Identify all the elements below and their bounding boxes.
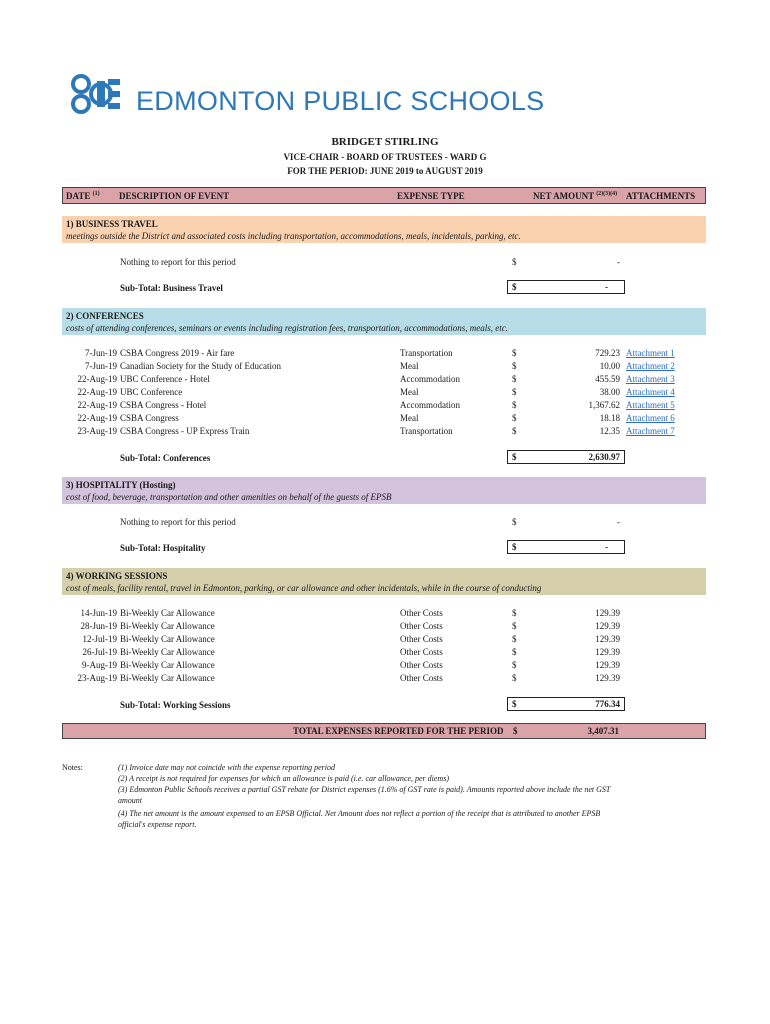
section-working-sessions — [62, 568, 706, 595]
note-line: (3) Edmonton Public Schools receives a partial GST rebate for District expenses (1.6% of GST rate is paid). Amounts reported above include the net GST — [118, 785, 611, 794]
cell-amt: 18.18 — [599, 413, 620, 423]
cell-amt: 10.00 — [599, 361, 620, 371]
table-header — [62, 187, 706, 204]
cell-type: Other Costs — [400, 608, 443, 618]
cell-date: 22-Aug-19 — [77, 374, 117, 384]
header-net-amount: NET AMOUNT $^{(2)(3)(4)}$ — [533, 191, 618, 201]
subtotal-label: Sub-Total: Business Travel — [120, 283, 223, 293]
note-line: official's expense report. — [118, 820, 197, 829]
cell-desc: CSBA Congress - Hotel — [120, 400, 207, 410]
cell-date: 7-Jun-19 — [85, 348, 117, 358]
section-title: 1) BUSINESS TRAVEL — [66, 219, 158, 229]
cell-type: Meal — [400, 387, 419, 397]
section-description: cost of food, beverage, transportation and other amenities on behalf of the guests of EPSB — [66, 492, 392, 502]
table-row — [62, 621, 706, 634]
table-row — [62, 413, 706, 426]
epsb-logo — [68, 73, 128, 115]
cell-amt: 129.39 — [595, 673, 620, 683]
cell-date: 7-Jun-19 — [85, 361, 117, 371]
cell-desc: UBC Conference — [120, 387, 183, 397]
cell-date: 9-Aug-19 — [82, 660, 117, 670]
cell-dol: $ — [512, 634, 517, 644]
cell-desc: Bi-Weekly Car Allowance — [120, 608, 215, 618]
table-row — [62, 608, 706, 621]
note-line: (4) The net amount is the amount expensed to an EPSB Official. Net Amount does not reflect a portion of the receipt that is attributed to another EPSB — [118, 809, 601, 818]
table-row — [62, 374, 706, 387]
cell-type: Accommodation — [400, 400, 460, 410]
cell-desc: CSBA Congress 2019 - Air fare — [120, 348, 235, 358]
section-description: cost of meals, facility rental, travel in Edmonton, parking, or car allowance and other incidentals, while in the course of conducting — [66, 583, 542, 593]
header-date: DATE $^{(1)}$ — [66, 191, 100, 201]
cell-date: 12-Jul-19 — [82, 634, 117, 644]
cell-desc: Bi-Weekly Car Allowance — [120, 634, 215, 644]
note-line: (2) A receipt is not required for expenses for which an allowance is paid (i.e. car allowance, per diems) — [118, 774, 449, 783]
table-row — [62, 660, 706, 673]
cell-desc: UBC Conference - Hotel — [120, 374, 210, 384]
nothing-row: Nothing to report for this period $ - — [120, 517, 620, 527]
cell-amt: 455.59 — [595, 374, 620, 384]
cell-amt: 1,367.62 — [588, 400, 620, 410]
cell-date: 22-Aug-19 — [77, 413, 117, 423]
attachment-link[interactable]: Attachment 6 — [626, 413, 675, 423]
cell-dol: $ — [512, 673, 517, 683]
subtotal-label: Sub-Total: Hospitality — [120, 543, 206, 553]
section-business-travel — [62, 216, 706, 243]
cell-desc: Bi-Weekly Car Allowance — [120, 673, 215, 683]
total-label: TOTAL EXPENSES REPORTED FOR THE PERIOD — [293, 726, 504, 736]
section-description: costs of attending conferences, seminars or events including registration fees, transportation, accommodations, meals, etc. — [66, 323, 509, 333]
cell-amt: 129.39 — [595, 621, 620, 631]
attachment-link[interactable]: Attachment 5 — [626, 400, 675, 410]
header-description: DESCRIPTION OF EVENT — [119, 191, 230, 201]
subtotal-label: Sub-Total: Conferences — [120, 453, 211, 463]
cell-date: 22-Aug-19 — [77, 400, 117, 410]
cell-dol: $ — [512, 374, 517, 384]
cell-date: 23-Aug-19 — [77, 426, 117, 436]
section-title: 2) CONFERENCES — [66, 311, 144, 321]
total-dollar: $ — [513, 726, 518, 736]
cell-dol: $ — [512, 660, 517, 670]
cell-dol: $ — [512, 647, 517, 657]
table-row — [62, 647, 706, 660]
cell-dol: $ — [512, 361, 517, 371]
subtotal-box: $ 2,630.97 — [507, 450, 625, 464]
table-row — [62, 634, 706, 647]
cell-amt: 12.35 — [599, 426, 620, 436]
table-row — [62, 361, 706, 374]
attachment-link[interactable]: Attachment 1 — [626, 348, 675, 358]
subtotal-box: $ - — [507, 540, 625, 554]
attachment-link[interactable]: Attachment 2 — [626, 361, 675, 371]
cell-type: Other Costs — [400, 621, 443, 631]
total-value: 3,407.31 — [587, 726, 619, 736]
cell-type: Other Costs — [400, 660, 443, 670]
table-row — [62, 348, 706, 361]
cell-amt: 129.39 — [595, 647, 620, 657]
header-expense-type: EXPENSE TYPE — [397, 191, 465, 201]
cell-date: 14-Jun-19 — [80, 608, 117, 618]
cell-type: Meal — [400, 361, 419, 371]
cell-type: Transportation — [400, 348, 453, 358]
table-row — [62, 673, 706, 686]
section-title: 4) WORKING SESSIONS — [66, 571, 168, 581]
table-row — [62, 426, 706, 439]
cell-date: 23-Aug-19 — [77, 673, 117, 683]
cell-dol: $ — [512, 387, 517, 397]
total-row — [62, 723, 706, 739]
attachment-link[interactable]: Attachment 3 — [626, 374, 675, 384]
cell-date: 28-Jun-19 — [80, 621, 117, 631]
person-name: BRIDGET STIRLING — [331, 136, 439, 148]
subtotal-box: $ 776.34 — [507, 697, 625, 711]
cell-amt: 38.00 — [599, 387, 620, 397]
cell-type: Other Costs — [400, 673, 443, 683]
cell-desc: Bi-Weekly Car Allowance — [120, 621, 215, 631]
cell-amt: 129.39 — [595, 660, 620, 670]
cell-desc: Bi-Weekly Car Allowance — [120, 647, 215, 657]
cell-desc: Canadian Society for the Study of Education — [120, 361, 281, 371]
cell-dol: $ — [512, 348, 517, 358]
cell-dol: $ — [512, 400, 517, 410]
cell-dol: $ — [512, 608, 517, 618]
role-title: VICE-CHAIR - BOARD OF TRUSTEES - WARD G — [283, 152, 487, 162]
cell-dol: $ — [512, 413, 517, 423]
attachment-link[interactable]: Attachment 7 — [626, 426, 675, 436]
cell-type: Accommodation — [400, 374, 460, 384]
section-description: meetings outside the District and associated costs including transportation, accommodations, meals, incidentals, parking, etc. — [66, 231, 521, 241]
cell-type: Other Costs — [400, 647, 443, 657]
cell-desc: Bi-Weekly Car Allowance — [120, 660, 215, 670]
cell-dol: $ — [512, 621, 517, 631]
note-line: amount — [118, 796, 142, 805]
table-row — [62, 387, 706, 400]
subtotal-label: Sub-Total: Working Sessions — [120, 700, 231, 710]
cell-desc: CSBA Congress - UP Express Train — [120, 426, 250, 436]
cell-dol: $ — [512, 426, 517, 436]
cell-date: 26-Jul-19 — [82, 647, 117, 657]
org-name: EDMONTON PUBLIC SCHOOLS — [136, 86, 545, 116]
cell-amt: 129.39 — [595, 634, 620, 644]
note-line: (1) Invoice date may not coincide with the expense reporting period — [118, 763, 335, 772]
subtotal-box: $ - — [507, 280, 625, 294]
header-attachments: ATTACHMENTS — [626, 191, 696, 201]
nothing-row: Nothing to report for this period $ - — [120, 257, 620, 267]
section-conferences — [62, 308, 706, 335]
cell-date: 22-Aug-19 — [77, 387, 117, 397]
period-title: FOR THE PERIOD: JUNE 2019 to AUGUST 2019 — [287, 166, 483, 176]
notes-label: Notes: — [62, 763, 83, 772]
cell-type: Meal — [400, 413, 419, 423]
section-title: 3) HOSPITALITY (Hosting) — [66, 480, 176, 490]
section-hospitality — [62, 477, 706, 504]
cell-amt: 729.23 — [595, 348, 620, 358]
cell-desc: CSBA Congress — [120, 413, 179, 423]
cell-type: Other Costs — [400, 634, 443, 644]
table-row — [62, 400, 706, 413]
cell-type: Transportation — [400, 426, 453, 436]
attachment-link[interactable]: Attachment 4 — [626, 387, 675, 397]
cell-amt: 129.39 — [595, 608, 620, 618]
